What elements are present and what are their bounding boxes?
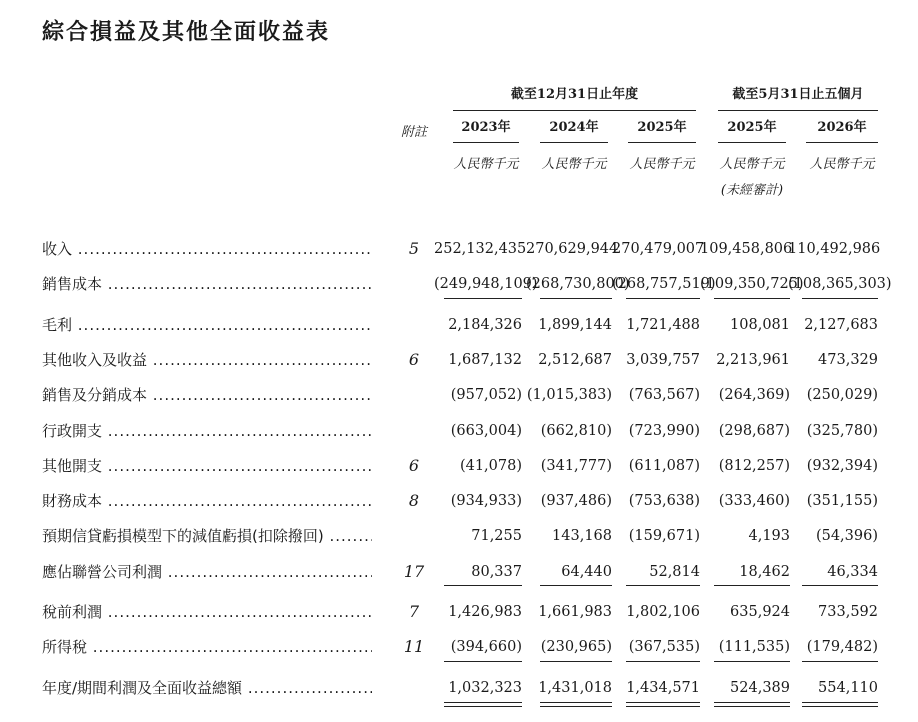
group-header-period: 截至5月31日止五個月 bbox=[718, 88, 878, 111]
row-label: 其他收入及收益 ..... bbox=[42, 349, 372, 371]
row-value: (753,638) bbox=[628, 493, 700, 509]
row-value: (230,965) bbox=[540, 639, 612, 655]
row-value: (108,365,303) bbox=[788, 276, 892, 292]
column-unit: 人民幣千元 bbox=[453, 157, 519, 172]
table-row bbox=[0, 384, 918, 408]
row-label: 財務成本 ..... bbox=[42, 490, 372, 512]
row-value: 64,440 bbox=[561, 564, 612, 580]
column-unaudited-note: (未經審計) bbox=[720, 183, 784, 198]
row-value: 473,329 bbox=[818, 352, 878, 368]
row-value: (937,486) bbox=[540, 493, 612, 509]
row-value: (812,257) bbox=[718, 458, 790, 474]
row-value: (109,350,725) bbox=[700, 276, 804, 292]
row-value: (298,687) bbox=[718, 423, 790, 439]
row-value: 1,661,983 bbox=[538, 604, 612, 620]
row-value: 733,592 bbox=[818, 604, 878, 620]
table-row bbox=[0, 525, 918, 549]
row-value: (341,777) bbox=[540, 458, 612, 474]
row-note: 17 bbox=[403, 562, 425, 581]
table-row bbox=[0, 677, 918, 701]
row-value: (367,535) bbox=[628, 639, 700, 655]
row-value: (763,567) bbox=[628, 387, 700, 403]
row-label: 年度/期間利潤及全面收益總額 ..... bbox=[42, 677, 372, 699]
row-value: (723,990) bbox=[628, 423, 700, 439]
row-value: 1,032,323 bbox=[448, 680, 522, 696]
row-value: (111,535) bbox=[718, 639, 790, 655]
row-value: 143,168 bbox=[552, 528, 612, 544]
row-label: 收入 ..... bbox=[42, 238, 372, 260]
row-label: 銷售成本 ..... bbox=[42, 273, 372, 295]
row-value: (611,087) bbox=[628, 458, 700, 474]
column-year-2023: 2023年 bbox=[453, 120, 519, 143]
row-value: (662,810) bbox=[540, 423, 612, 439]
subtotal-underline bbox=[444, 661, 522, 662]
row-value: 2,184,326 bbox=[448, 317, 522, 333]
subtotal-underline bbox=[540, 298, 612, 299]
row-value: 1,721,488 bbox=[626, 317, 700, 333]
row-note: 5 bbox=[408, 239, 420, 258]
row-value: (957,052) bbox=[450, 387, 522, 403]
table-row bbox=[0, 561, 918, 585]
row-label: 所得稅 ..... bbox=[42, 636, 372, 658]
row-note: 11 bbox=[403, 637, 425, 656]
row-value: (250,029) bbox=[806, 387, 878, 403]
double-underline bbox=[540, 702, 612, 707]
row-label: 應佔聯營公司利潤 ..... bbox=[42, 561, 372, 583]
page-title: 綜合損益及其他全面收益表 bbox=[42, 20, 331, 45]
row-value: (159,671) bbox=[628, 528, 700, 544]
row-value: (663,004) bbox=[450, 423, 522, 439]
row-value: 71,255 bbox=[471, 528, 522, 544]
row-value: 1,802,106 bbox=[626, 604, 700, 620]
row-value: 46,334 bbox=[827, 564, 878, 580]
row-value: 110,492,986 bbox=[788, 241, 881, 257]
row-value: (351,155) bbox=[806, 493, 878, 509]
subtotal-underline bbox=[540, 661, 612, 662]
row-label: 稅前利潤 ..... bbox=[42, 601, 372, 623]
subtotal-underline bbox=[444, 298, 522, 299]
row-value: (932,394) bbox=[806, 458, 878, 474]
row-value: 2,127,683 bbox=[804, 317, 878, 333]
row-value: 109,458,806 bbox=[700, 241, 793, 257]
row-value: 635,924 bbox=[730, 604, 790, 620]
row-value: 554,110 bbox=[818, 680, 878, 696]
row-value: 2,213,961 bbox=[716, 352, 790, 368]
double-underline bbox=[444, 702, 522, 707]
row-value: 52,814 bbox=[649, 564, 700, 580]
subtotal-underline bbox=[714, 298, 790, 299]
subtotal-underline bbox=[714, 661, 790, 662]
column-unit: 人民幣千元 bbox=[541, 157, 607, 172]
table-row bbox=[0, 238, 918, 262]
double-underline bbox=[802, 702, 878, 707]
row-value: 1,899,144 bbox=[538, 317, 612, 333]
subtotal-underline bbox=[802, 298, 878, 299]
table-row bbox=[0, 601, 918, 625]
row-value: (325,780) bbox=[806, 423, 878, 439]
row-value: 524,389 bbox=[730, 680, 790, 696]
table-row bbox=[0, 636, 918, 660]
row-value: 108,081 bbox=[730, 317, 790, 333]
subtotal-underline bbox=[802, 661, 878, 662]
row-value: 2,512,687 bbox=[538, 352, 612, 368]
row-note: 6 bbox=[408, 456, 420, 475]
row-value: 4,193 bbox=[748, 528, 790, 544]
row-value: 1,434,571 bbox=[626, 680, 700, 696]
row-value: 270,479,007 bbox=[612, 241, 705, 257]
subtotal-underline bbox=[444, 585, 522, 586]
row-value: 1,431,018 bbox=[538, 680, 612, 696]
row-value: (249,948,109) bbox=[434, 276, 538, 292]
row-label: 其他開支 ..... bbox=[42, 455, 372, 477]
subtotal-underline bbox=[626, 661, 700, 662]
column-year-2025-interim: 2025年 bbox=[718, 120, 786, 143]
row-label: 行政開支 ..... bbox=[42, 420, 372, 442]
row-label: 銷售及分銷成本 ..... bbox=[42, 384, 372, 406]
column-unit: 人民幣千元 bbox=[629, 157, 695, 172]
row-value: (268,730,800) bbox=[526, 276, 630, 292]
row-value: 18,462 bbox=[739, 564, 790, 580]
table-row bbox=[0, 490, 918, 514]
row-value: 80,337 bbox=[471, 564, 522, 580]
table-row bbox=[0, 314, 918, 338]
row-value: (268,757,519) bbox=[612, 276, 716, 292]
row-label: 預期信貸虧損模型下的減值虧損(扣除撥回) ..... bbox=[42, 525, 372, 547]
table-row bbox=[0, 420, 918, 444]
subtotal-underline bbox=[626, 298, 700, 299]
row-value: 270,629,944 bbox=[526, 241, 619, 257]
column-unit: 人民幣千元 bbox=[809, 157, 875, 172]
row-note: 8 bbox=[408, 491, 420, 510]
table-row bbox=[0, 273, 918, 297]
column-year-2024: 2024年 bbox=[540, 120, 608, 143]
row-value: 252,132,435 bbox=[434, 241, 527, 257]
row-value: (333,460) bbox=[718, 493, 790, 509]
row-value: 1,687,132 bbox=[448, 352, 522, 368]
row-value: (1,015,383) bbox=[526, 387, 612, 403]
subtotal-underline bbox=[540, 585, 612, 586]
row-value: 1,426,983 bbox=[448, 604, 522, 620]
note-column-header: 附註 bbox=[400, 125, 427, 140]
row-value: (394,660) bbox=[450, 639, 522, 655]
group-header-year: 截至12月31日止年度 bbox=[453, 88, 696, 111]
row-note: 6 bbox=[408, 350, 420, 369]
double-underline bbox=[714, 702, 790, 707]
row-value: (934,933) bbox=[450, 493, 522, 509]
column-year-2026: 2026年 bbox=[806, 120, 878, 143]
row-note: 7 bbox=[408, 602, 420, 621]
subtotal-underline bbox=[626, 585, 700, 586]
subtotal-underline bbox=[802, 585, 878, 586]
column-year-2025: 2025年 bbox=[628, 120, 696, 143]
row-value: (54,396) bbox=[815, 528, 878, 544]
row-label: 毛利 ..... bbox=[42, 314, 372, 336]
row-value: 3,039,757 bbox=[626, 352, 700, 368]
column-unit: 人民幣千元 bbox=[719, 157, 785, 172]
double-underline bbox=[626, 702, 700, 707]
row-value: (264,369) bbox=[718, 387, 790, 403]
table-row bbox=[0, 349, 918, 373]
table-row bbox=[0, 455, 918, 479]
row-value: (41,078) bbox=[459, 458, 522, 474]
row-value: (179,482) bbox=[806, 639, 878, 655]
subtotal-underline bbox=[714, 585, 790, 586]
